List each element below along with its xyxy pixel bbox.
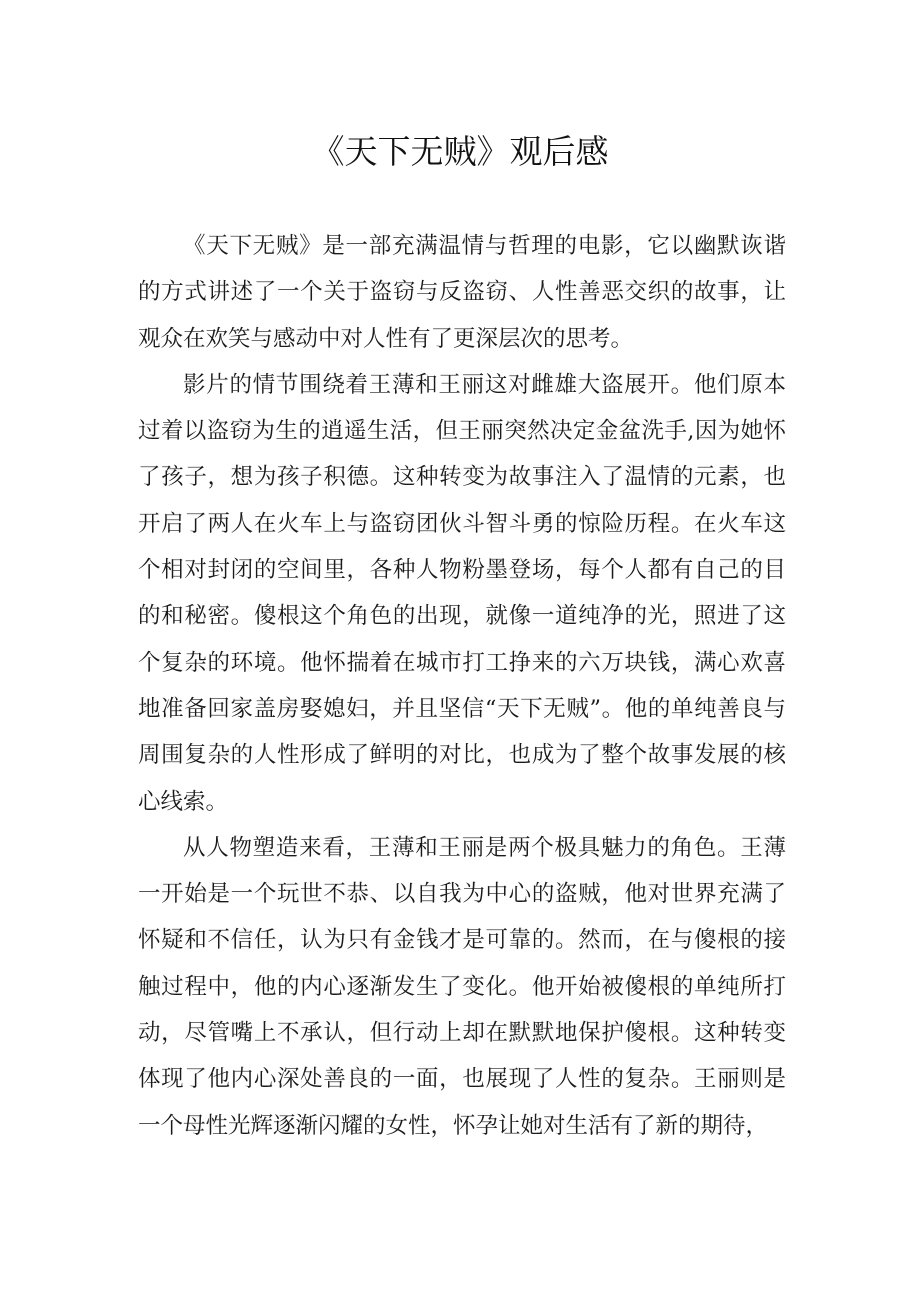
paragraph-3: 从人物塑造来看，王薄和王丽是两个极具魅力的角色。王薄一开始是一个玩世不恭、以自我为中心的盗贼，他对世界充满了怀疑和不信任，认为只有金钱才是可靠的。然而，在与傻根的接触过程中，他的内心逐渐发生了变化。他开始被傻根的单纯所打动，尽管嘴上不承认，但行动上却在默默地保护傻根。这种转变体现了他内心深处善良的一面，也展现了人性的复杂。王丽则是一个母性光辉逐渐闪耀的女性，怀孕让她对生活有了新的期待， [138,834,786,1139]
paragraph-1: 《天下无贼》是一部充满温情与哲理的电影，它以幽默诙谐的方式讲述了一个关于盗窃与反盗窃、人性善恶交织的故事，让观众在欢笑与感动中对人性有了更深层次的思考。 [138,233,786,352]
document-title: 《天下无贼》观后感 [311,132,609,171]
document-body [138,223,786,1149]
paragraph-2: 影片的情节围绕着王薄和王丽这对雌雄大盗展开。他们原本过着以盗窃为生的逍遥生活，但王丽突然决定金盆洗手,因为她怀了孩子，想为孩子积德。这种转变为故事注入了温情的元素，也开启了两人在火车上与盗窃团伙斗智斗勇的惊险历程。在火车这个相对封闭的空间里，各种人物粉墨登场，每个人都有自己的目的和秘密。傻根这个角色的出现，就像一道纯净的光，照进了这个复杂的环境。他怀揣着在城市打工挣来的六万块钱，满心欢喜地准备回家盖房娶媳妇，并且坚信“天下无贼”。他的单纯善良与周围复杂的人性形成了鲜明的对比，也成为了整个故事发展的核心线索。 [138,371,786,815]
